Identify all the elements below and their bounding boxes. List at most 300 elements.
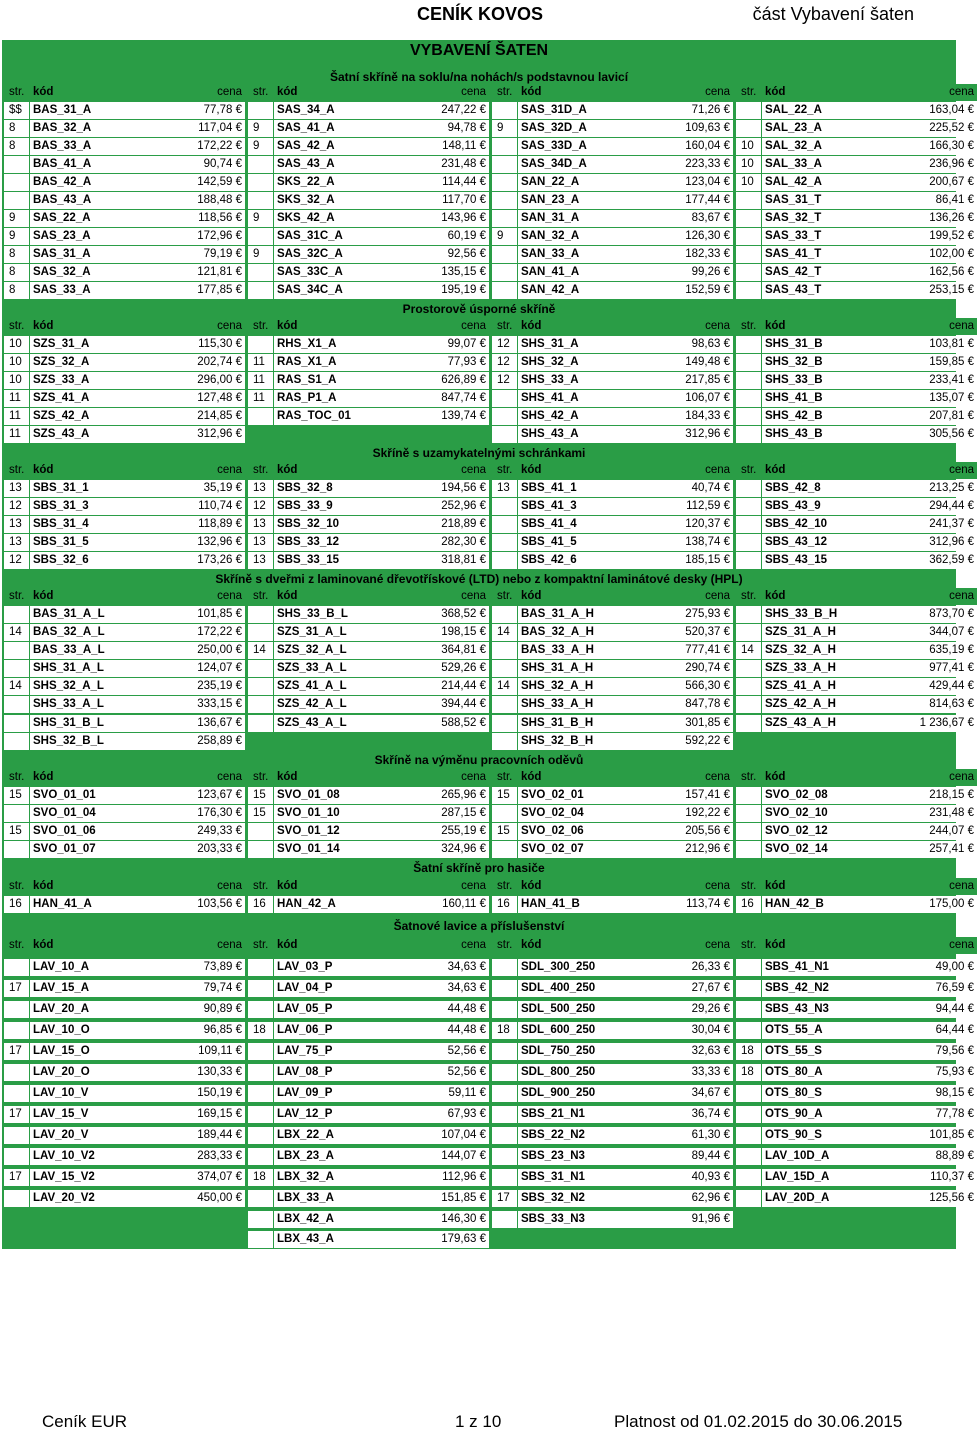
currency-symbol: € [723, 374, 730, 386]
column-header-price: cena [652, 878, 733, 895]
column-header-price: cena [652, 588, 733, 605]
section-title: Skříně s uzamykatelnými schránkami [372, 446, 586, 460]
price-value: 32,63 [691, 1045, 721, 1057]
product-code: RAS_P1_A [274, 390, 408, 407]
currency-symbol: € [235, 482, 242, 494]
currency-symbol: € [479, 1066, 486, 1078]
page-ref [248, 1190, 273, 1207]
product-price [652, 228, 733, 245]
page-ref [4, 1064, 29, 1081]
page-ref [492, 426, 517, 443]
currency-symbol: € [479, 680, 486, 692]
page-ref [736, 1127, 761, 1144]
product-price [164, 715, 245, 732]
page-ref [4, 696, 29, 713]
product-code: SDL_300_250 [518, 959, 652, 976]
product-price [652, 896, 733, 913]
price-value: 110,74 [198, 500, 233, 512]
page-ref: 11 [248, 354, 273, 371]
page-ref [736, 390, 761, 407]
product-code: SBS_31_N1 [518, 1169, 652, 1186]
price-value: 52,56 [447, 1066, 477, 1078]
product-code: SZS_43_A_L [274, 715, 408, 732]
column-header-price: cena [164, 318, 245, 335]
currency-symbol: € [967, 1171, 974, 1183]
product-price [408, 498, 489, 515]
product-code: SVO_02_07 [518, 841, 652, 858]
price-value: 287,15 [441, 807, 477, 819]
page-ref [492, 408, 517, 425]
product-price [896, 534, 977, 551]
price-value: 847,78 [685, 698, 721, 710]
column-header-code: kód [762, 462, 896, 479]
currency-symbol: € [723, 717, 730, 729]
product-price [164, 606, 245, 623]
price-value: 59,11 [448, 1087, 477, 1099]
product-code: SHS_33_A_H [518, 696, 652, 713]
product-code: LBX_22_A [274, 1127, 408, 1144]
currency-symbol: € [723, 1129, 730, 1141]
page-ref [248, 606, 273, 623]
product-code: LAV_09_P [274, 1085, 408, 1102]
product-price [408, 192, 489, 209]
currency-symbol: € [235, 338, 242, 350]
product-price [652, 1211, 733, 1228]
price-value: 114,44 [442, 176, 477, 188]
currency-symbol: € [479, 1150, 486, 1162]
price-value: 49,00 [935, 961, 965, 973]
currency-symbol: € [235, 1003, 242, 1015]
currency-symbol: € [235, 356, 242, 368]
currency-symbol: € [235, 717, 242, 729]
product-code: SAS_33_T [762, 228, 896, 245]
currency-symbol: € [235, 212, 242, 224]
product-code: SVO_01_08 [274, 787, 408, 804]
product-code: OTS_90_S [762, 1127, 896, 1144]
currency-symbol: € [479, 825, 486, 837]
product-price [896, 1064, 977, 1081]
product-code: LAV_10_A [30, 959, 164, 976]
price-value: 275,93 [685, 608, 721, 620]
product-code: SVO_02_06 [518, 823, 652, 840]
column-header-code: kód [30, 937, 164, 954]
price-value: 977,41 [929, 662, 965, 674]
currency-symbol: € [235, 230, 242, 242]
currency-symbol: € [723, 608, 730, 620]
empty-cell [736, 1231, 976, 1248]
currency-symbol: € [235, 104, 242, 116]
currency-symbol: € [235, 1066, 242, 1078]
page-ref: 16 [248, 896, 273, 913]
price-value: 368,52 [441, 608, 477, 620]
currency-symbol: € [723, 735, 730, 747]
page-ref [492, 1169, 517, 1186]
price-value: 146,30 [441, 1213, 477, 1225]
page-ref [736, 336, 761, 353]
product-price [896, 1169, 977, 1186]
currency-symbol: € [723, 1066, 730, 1078]
price-value: 126,30 [685, 230, 721, 242]
product-price [896, 156, 977, 173]
product-price [164, 896, 245, 913]
price-value: 110,37 [930, 1171, 965, 1183]
currency-symbol: € [967, 554, 974, 566]
section-title: Šatnové lavice a příslušenství [393, 919, 565, 933]
product-price [408, 1127, 489, 1144]
price-value: 257,41 [929, 843, 965, 855]
product-price [652, 516, 733, 533]
page-ref [492, 210, 517, 227]
product-code: SZS_32_A_H [762, 642, 896, 659]
page-ref: 11 [248, 372, 273, 389]
page-ref [248, 1127, 273, 1144]
currency-symbol: € [235, 662, 242, 674]
price-value: 198,15 [441, 626, 477, 638]
column-header-str: str. [492, 769, 517, 786]
product-code: SHS_31_B [762, 336, 896, 353]
price-value: 202,74 [197, 356, 233, 368]
page-ref: 15 [4, 823, 29, 840]
product-price [164, 1127, 245, 1144]
product-price [652, 426, 733, 443]
product-code: SBS_23_N3 [518, 1148, 652, 1165]
product-price [408, 1001, 489, 1018]
product-price [164, 1190, 245, 1207]
price-value: 112,59 [686, 500, 721, 512]
currency-symbol: € [723, 1024, 730, 1036]
page-ref [492, 498, 517, 515]
page-ref [492, 534, 517, 551]
page-ref [736, 534, 761, 551]
product-code: SHS_41_A [518, 390, 652, 407]
product-code: SBS_33_15 [274, 552, 408, 569]
column-header-price: cena [408, 588, 489, 605]
product-price [164, 480, 245, 497]
page-ref [736, 516, 761, 533]
product-code: SAN_33_A [518, 246, 652, 263]
page-ref [248, 715, 273, 732]
product-code: SAS_42_A [274, 138, 408, 155]
currency-symbol: € [723, 1171, 730, 1183]
price-value: 29,26 [691, 1003, 721, 1015]
currency-symbol: € [723, 807, 730, 819]
price-value: 136,67 [197, 717, 233, 729]
currency-symbol: € [235, 680, 242, 692]
product-price [408, 1043, 489, 1060]
product-code: SAS_34C_A [274, 282, 408, 299]
price-value: 588,52 [441, 717, 477, 729]
page-ref: 17 [492, 1190, 517, 1207]
price-value: 109,63 [685, 122, 721, 134]
currency-symbol: € [235, 961, 242, 973]
page-ref [736, 498, 761, 515]
currency-symbol: € [479, 176, 486, 188]
product-price [896, 1043, 977, 1060]
product-price [408, 102, 489, 119]
page-ref: 10 [4, 372, 29, 389]
column-header-str: str. [492, 588, 517, 605]
price-value: 27,67 [691, 982, 721, 994]
product-price [408, 552, 489, 569]
page-ref [248, 959, 273, 976]
product-price [896, 959, 977, 976]
currency-symbol: € [967, 1003, 974, 1015]
page-ref [736, 1148, 761, 1165]
product-price [896, 1022, 977, 1039]
currency-symbol: € [235, 176, 242, 188]
price-value: 75,93 [935, 1066, 965, 1078]
currency-symbol: € [967, 338, 974, 350]
page-ref: 15 [492, 787, 517, 804]
currency-symbol: € [235, 194, 242, 206]
product-code: SBS_43_N3 [762, 1001, 896, 1018]
page-header [0, 0, 960, 36]
product-price [408, 715, 489, 732]
currency-symbol: € [235, 789, 242, 801]
product-code: SZS_41_A_H [762, 678, 896, 695]
page-ref [736, 120, 761, 137]
currency-symbol: € [723, 428, 730, 440]
currency-symbol: € [967, 898, 974, 910]
page-ref [736, 660, 761, 677]
currency-symbol: € [723, 1003, 730, 1015]
price-value: 90,74 [203, 158, 233, 170]
currency-symbol: € [967, 644, 974, 656]
currency-symbol: € [235, 1150, 242, 1162]
currency-symbol: € [235, 608, 242, 620]
column-header-str: str. [4, 318, 29, 335]
product-price [408, 696, 489, 713]
product-price [652, 980, 733, 997]
product-price [408, 336, 489, 353]
column-header-code: kód [518, 318, 652, 335]
product-price [164, 282, 245, 299]
column-header-code: kód [762, 588, 896, 605]
currency-symbol: € [235, 1045, 242, 1057]
product-price [652, 660, 733, 677]
product-code: SAL_32_A [762, 138, 896, 155]
product-code: SAN_42_A [518, 282, 652, 299]
product-code: SAN_31_A [518, 210, 652, 227]
currency-symbol: € [967, 662, 974, 674]
product-price [652, 696, 733, 713]
product-code: SZS_31_A [30, 336, 164, 353]
column-header-str: str. [492, 462, 517, 479]
product-price [652, 138, 733, 155]
price-value: 305,56 [929, 428, 965, 440]
product-code: SBS_33_9 [274, 498, 408, 515]
page-ref: 14 [492, 678, 517, 695]
page-ref: 9 [492, 228, 517, 245]
page-ref: 12 [4, 498, 29, 515]
product-code: SAS_33_A [30, 282, 164, 299]
product-price [408, 1169, 489, 1186]
column-header-code: kód [762, 769, 896, 786]
currency-symbol: € [967, 1108, 974, 1120]
page-ref [492, 841, 517, 858]
price-value: 117,04 [198, 122, 233, 134]
product-price [652, 1001, 733, 1018]
price-value: 142,59 [197, 176, 233, 188]
product-code: BAS_31_A [30, 102, 164, 119]
price-value: 136,26 [929, 212, 965, 224]
page-ref [248, 696, 273, 713]
currency-symbol: € [235, 898, 242, 910]
price-value: 394,44 [441, 698, 477, 710]
product-price [408, 1085, 489, 1102]
price-value: 1 236,67 [919, 717, 965, 729]
product-price [652, 805, 733, 822]
currency-symbol: € [235, 554, 242, 566]
product-price [896, 696, 977, 713]
product-code: LAV_10_O [30, 1022, 164, 1039]
price-value: 123,04 [685, 176, 721, 188]
currency-symbol: € [723, 104, 730, 116]
page-ref [736, 282, 761, 299]
product-code: SHS_32_B_H [518, 733, 652, 750]
currency-symbol: € [967, 626, 974, 638]
price-value: 250,00 [197, 644, 233, 656]
currency-symbol: € [723, 176, 730, 188]
product-code: SAN_23_A [518, 192, 652, 209]
product-code: SAS_34D_A [518, 156, 652, 173]
currency-symbol: € [723, 410, 730, 422]
currency-symbol: € [723, 898, 730, 910]
column-header-code: kód [518, 588, 652, 605]
column-header-code: kód [30, 588, 164, 605]
product-code: LBX_33_A [274, 1190, 408, 1207]
price-value: 138,74 [685, 536, 721, 548]
page-ref [736, 408, 761, 425]
currency-symbol: € [479, 338, 486, 350]
price-value: 312,96 [197, 428, 233, 440]
currency-symbol: € [967, 230, 974, 242]
page-ref: 18 [248, 1169, 273, 1186]
column-header-code: kód [30, 318, 164, 335]
product-price [896, 1127, 977, 1144]
column-header-code: kód [518, 878, 652, 895]
page-ref [248, 823, 273, 840]
product-code: OTS_55_A [762, 1022, 896, 1039]
column-header-code: kód [274, 937, 408, 954]
product-code: LAV_20_V [30, 1127, 164, 1144]
page-ref [4, 1127, 29, 1144]
currency-symbol: € [723, 843, 730, 855]
currency-symbol: € [235, 1024, 242, 1036]
price-value: 98,15 [935, 1087, 965, 1099]
page-ref [492, 264, 517, 281]
product-price [164, 498, 245, 515]
currency-symbol: € [967, 807, 974, 819]
product-price [896, 552, 977, 569]
price-value: 159,85 [929, 356, 965, 368]
price-value: 73,89 [203, 961, 233, 973]
page-ref: 15 [492, 823, 517, 840]
currency-symbol: € [235, 410, 242, 422]
currency-symbol: € [723, 644, 730, 656]
price-value: 247,22 [441, 104, 477, 116]
currency-symbol: € [235, 248, 242, 260]
currency-symbol: € [235, 825, 242, 837]
page-ref [736, 354, 761, 371]
empty-cell [248, 426, 488, 443]
price-value: 71,26 [691, 104, 721, 116]
currency-symbol: € [235, 982, 242, 994]
price-value: 450,00 [197, 1192, 233, 1204]
column-header-price: cena [164, 84, 245, 101]
price-value: 118,89 [198, 518, 233, 530]
section-title: Šatní skříně pro hasiče [413, 861, 545, 875]
price-value: 163,04 [929, 104, 965, 116]
column-header-code: kód [274, 588, 408, 605]
price-value: 194,56 [441, 482, 477, 494]
product-code: LBX_32_A [274, 1169, 408, 1186]
price-value: 333,15 [197, 698, 233, 710]
page-ref [248, 1106, 273, 1123]
product-price [164, 264, 245, 281]
product-price [652, 156, 733, 173]
price-value: 79,19 [203, 248, 233, 260]
price-value: 318,81 [441, 554, 477, 566]
product-code: SBS_21_N1 [518, 1106, 652, 1123]
product-price [896, 805, 977, 822]
price-value: 847,74 [441, 392, 477, 404]
page-ref: 10 [736, 138, 761, 155]
column-header-str: str. [736, 769, 761, 786]
currency-symbol: € [723, 626, 730, 638]
column-header-str: str. [248, 769, 273, 786]
product-price [652, 120, 733, 137]
price-value: 172,22 [197, 140, 233, 152]
product-price [164, 1148, 245, 1165]
product-code: SHS_31_A_H [518, 660, 652, 677]
product-code: SBS_31_1 [30, 480, 164, 497]
product-code: SBS_42_8 [762, 480, 896, 497]
currency-symbol: € [967, 428, 974, 440]
currency-symbol: € [967, 248, 974, 260]
currency-symbol: € [479, 898, 486, 910]
column-header-code: kód [762, 937, 896, 954]
page-ref [492, 959, 517, 976]
column-header-price: cena [164, 878, 245, 895]
price-value: 296,00 [197, 374, 233, 386]
price-value: 148,11 [442, 140, 477, 152]
price-value: 60,19 [447, 230, 477, 242]
currency-symbol: € [723, 212, 730, 224]
page-ref [736, 805, 761, 822]
price-value: 91,96 [691, 1213, 721, 1225]
product-code: SHS_43_A [518, 426, 652, 443]
page-ref: 12 [492, 336, 517, 353]
price-value: 177,44 [685, 194, 721, 206]
product-code: SDL_500_250 [518, 1001, 652, 1018]
main-title: VYBAVENÍ ŠATEN [409, 42, 549, 59]
page-ref: 13 [4, 480, 29, 497]
page-ref [248, 1231, 273, 1248]
price-value: 79,56 [935, 1045, 965, 1057]
product-price [896, 1190, 977, 1207]
product-code: SDL_400_250 [518, 980, 652, 997]
page-ref [492, 805, 517, 822]
product-code: SZS_32_A_L [274, 642, 408, 659]
product-code: LAV_20_V2 [30, 1190, 164, 1207]
product-price [896, 823, 977, 840]
product-price [896, 480, 977, 497]
page-ref [248, 1211, 273, 1228]
column-header-str: str. [736, 318, 761, 335]
page-ref: 9 [248, 246, 273, 263]
currency-symbol: € [723, 1045, 730, 1057]
